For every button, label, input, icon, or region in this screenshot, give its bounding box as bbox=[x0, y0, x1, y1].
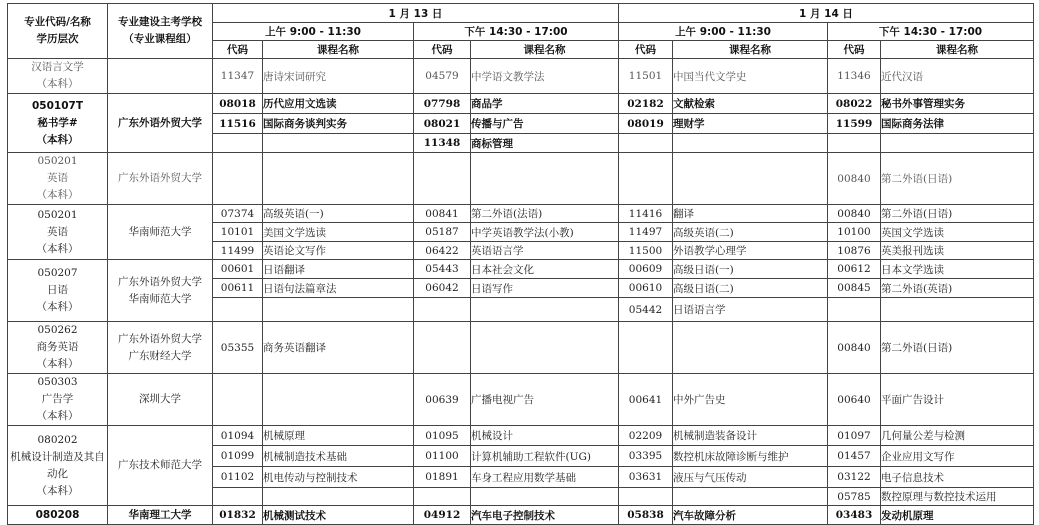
major-cell-line: 080208 bbox=[35, 508, 80, 521]
course-name: 中学英语教学法(小教) bbox=[471, 223, 619, 242]
header-code: 代码 bbox=[828, 41, 881, 59]
major-cell-line: （本科） bbox=[36, 358, 79, 370]
course-name: 美国文学选读 bbox=[263, 223, 414, 242]
course-name bbox=[881, 298, 1034, 322]
course-name bbox=[263, 298, 414, 322]
course-code: 11500 bbox=[619, 242, 673, 260]
header-course-name: 课程名称 bbox=[263, 41, 414, 59]
major-cell-line: （本科） bbox=[36, 189, 79, 201]
course-name: 企业应用文写作 bbox=[881, 446, 1034, 467]
course-code bbox=[213, 134, 263, 153]
course-name: 机械测试技术 bbox=[263, 506, 414, 525]
table-row bbox=[8, 153, 1034, 205]
header-course-name: 课程名称 bbox=[673, 41, 828, 59]
course-code: 11599 bbox=[828, 114, 881, 134]
course-code: 11499 bbox=[213, 242, 263, 260]
course-name bbox=[673, 134, 828, 153]
course-code bbox=[619, 134, 673, 153]
course-code bbox=[213, 298, 263, 322]
major-cell-line: 日语 bbox=[47, 284, 68, 296]
course-code: 11516 bbox=[213, 114, 263, 134]
course-code: 00610 bbox=[619, 279, 673, 298]
course-code: 03395 bbox=[619, 446, 673, 467]
school-cell-line: 广东技术师范大学 bbox=[118, 459, 202, 471]
major-cell bbox=[8, 374, 108, 426]
course-name: 日语语言学 bbox=[673, 298, 828, 322]
course-name: 高级日语(一) bbox=[673, 260, 828, 279]
course-code bbox=[619, 488, 673, 506]
major-cell-line: 050262 bbox=[37, 324, 78, 336]
course-name: 日本社会文化 bbox=[471, 260, 619, 279]
course-code: 07798 bbox=[414, 94, 471, 114]
course-code: 10876 bbox=[828, 242, 881, 260]
course-code: 11346 bbox=[828, 59, 881, 94]
school-cell-line: 华南师范大学 bbox=[128, 292, 192, 305]
major-cell-line: （本科） bbox=[36, 78, 79, 90]
header-school bbox=[108, 4, 213, 59]
header-session-4: 下午 14:30 - 17:00 bbox=[828, 23, 1034, 41]
course-name bbox=[471, 322, 619, 374]
course-code: 01094 bbox=[213, 426, 263, 446]
header-major-line1: 专业代码/名称 bbox=[24, 16, 91, 28]
header-course-name: 课程名称 bbox=[881, 41, 1034, 59]
course-name: 机械制造技术基础 bbox=[263, 446, 414, 467]
course-code: 00845 bbox=[828, 279, 881, 298]
course-code: 05785 bbox=[828, 488, 881, 506]
header-code: 代码 bbox=[619, 41, 673, 59]
course-name bbox=[471, 298, 619, 322]
course-code: 07374 bbox=[213, 205, 263, 223]
course-code: 10101 bbox=[213, 223, 263, 242]
course-code bbox=[213, 374, 263, 426]
course-code: 03631 bbox=[619, 467, 673, 488]
course-name bbox=[263, 134, 414, 153]
course-code bbox=[828, 298, 881, 322]
table-row bbox=[8, 426, 1034, 446]
course-code bbox=[828, 134, 881, 153]
course-code: 11497 bbox=[619, 223, 673, 242]
course-name: 国际商务谈判实务 bbox=[263, 114, 414, 134]
course-code: 00841 bbox=[414, 205, 471, 223]
course-code: 11501 bbox=[619, 59, 673, 94]
school-cell-line: 广东外语外贸大学 bbox=[118, 275, 202, 288]
school-cell-line: 广东外语外贸大学 bbox=[118, 116, 202, 129]
major-cell-line: （本科） bbox=[36, 242, 79, 255]
course-name: 机械设计 bbox=[471, 426, 619, 446]
major-cell-line: 050207 bbox=[37, 267, 78, 279]
course-name: 第二外语(日语) bbox=[881, 322, 1034, 374]
course-name bbox=[673, 153, 828, 205]
course-code bbox=[414, 298, 471, 322]
course-name: 平面广告设计 bbox=[881, 374, 1034, 426]
header-course-name: 课程名称 bbox=[471, 41, 619, 59]
course-name: 历代应用文选读 bbox=[263, 94, 414, 114]
school-cell-line: 广东外语外贸大学 bbox=[118, 172, 202, 184]
course-code: 00640 bbox=[828, 374, 881, 426]
major-cell-line: 动化 bbox=[47, 467, 68, 480]
course-name: 翻译 bbox=[673, 205, 828, 223]
course-code bbox=[414, 488, 471, 506]
course-name: 机械原理 bbox=[263, 426, 414, 446]
course-name: 近代汉语 bbox=[881, 59, 1034, 94]
header-date-jan14: 1 月 14 日 bbox=[619, 4, 1034, 23]
course-code: 01097 bbox=[828, 426, 881, 446]
course-code bbox=[619, 322, 673, 374]
course-code: 01832 bbox=[213, 506, 263, 525]
major-cell-line: 秘书学# bbox=[37, 116, 78, 129]
course-code: 02209 bbox=[619, 426, 673, 446]
course-code bbox=[414, 153, 471, 205]
course-name: 数控机床故障诊断与维护 bbox=[673, 446, 828, 467]
table-row bbox=[8, 94, 1034, 114]
header-session-3: 上午 9:00 - 11:30 bbox=[619, 23, 828, 41]
course-name: 机械制造装备设计 bbox=[673, 426, 828, 446]
course-code bbox=[213, 153, 263, 205]
school-cell-line: 广东外语外贸大学 bbox=[118, 332, 202, 345]
school-cell bbox=[108, 374, 213, 426]
header-code: 代码 bbox=[213, 41, 263, 59]
course-code: 00609 bbox=[619, 260, 673, 279]
course-code bbox=[414, 322, 471, 374]
major-cell-line: 广告学 bbox=[41, 393, 74, 405]
course-code: 10100 bbox=[828, 223, 881, 242]
course-code: 00840 bbox=[828, 205, 881, 223]
school-cell-line: 深圳大学 bbox=[139, 393, 181, 405]
header-session-1: 上午 9:00 - 11:30 bbox=[213, 23, 414, 41]
table-row bbox=[8, 374, 1034, 426]
course-name: 英国文学选读 bbox=[881, 223, 1034, 242]
school-cell-line: 广东财经大学 bbox=[128, 349, 192, 362]
course-name: 英语语言学 bbox=[471, 242, 619, 260]
major-cell bbox=[8, 322, 108, 374]
school-cell bbox=[108, 426, 213, 506]
major-cell bbox=[8, 153, 108, 205]
course-name: 计算机辅助工程软件(UG) bbox=[471, 446, 619, 467]
course-name: 商务英语翻译 bbox=[263, 322, 414, 374]
major-cell bbox=[8, 59, 108, 94]
table-row bbox=[8, 260, 1034, 279]
course-name: 唐诗宋词研究 bbox=[263, 59, 414, 94]
header-major-line2: 学历层次 bbox=[36, 33, 79, 45]
course-name: 英美报刊选读 bbox=[881, 242, 1034, 260]
major-cell-line: 英语 bbox=[47, 172, 68, 184]
course-code bbox=[213, 488, 263, 506]
course-code: 01102 bbox=[213, 467, 263, 488]
major-cell-line: 050201 bbox=[37, 155, 78, 167]
major-cell bbox=[8, 94, 108, 153]
course-name bbox=[263, 153, 414, 205]
course-name bbox=[471, 488, 619, 506]
course-code: 01457 bbox=[828, 446, 881, 467]
header-date-jan13: 1 月 13 日 bbox=[213, 4, 619, 23]
course-code: 06422 bbox=[414, 242, 471, 260]
course-name: 机电传动与控制技术 bbox=[263, 467, 414, 488]
course-name bbox=[263, 374, 414, 426]
table-row bbox=[8, 59, 1034, 94]
course-code: 03122 bbox=[828, 467, 881, 488]
course-name: 传播与广告 bbox=[471, 114, 619, 134]
course-code: 00601 bbox=[213, 260, 263, 279]
course-code: 08022 bbox=[828, 94, 881, 114]
course-code: 01099 bbox=[213, 446, 263, 467]
course-name: 中国当代文学史 bbox=[673, 59, 828, 94]
course-name: 车身工程应用数学基础 bbox=[471, 467, 619, 488]
course-code: 05443 bbox=[414, 260, 471, 279]
course-code: 00612 bbox=[828, 260, 881, 279]
school-cell bbox=[108, 205, 213, 260]
course-name: 第二外语(英语) bbox=[881, 279, 1034, 298]
course-code: 00611 bbox=[213, 279, 263, 298]
major-cell-line: 050107T bbox=[32, 99, 83, 112]
course-code: 06042 bbox=[414, 279, 471, 298]
course-name: 中外广告史 bbox=[673, 374, 828, 426]
course-name: 第二外语(法语) bbox=[471, 205, 619, 223]
course-name bbox=[471, 153, 619, 205]
major-cell-line: 050303 bbox=[37, 376, 78, 388]
table-row bbox=[8, 322, 1034, 374]
major-cell-line: 商务英语 bbox=[36, 341, 79, 353]
course-code bbox=[619, 153, 673, 205]
course-code: 03483 bbox=[828, 506, 881, 525]
major-cell-line: （本科） bbox=[36, 484, 79, 497]
exam-schedule-table bbox=[7, 3, 1034, 525]
school-cell bbox=[108, 153, 213, 205]
course-code: 01095 bbox=[414, 426, 471, 446]
school-cell bbox=[108, 260, 213, 322]
major-cell-line: 机械设计制造及其自 bbox=[10, 450, 105, 463]
table-body bbox=[8, 59, 1034, 525]
header-school-line1: 专业建设主考学校 bbox=[118, 16, 202, 28]
course-name: 国际商务法律 bbox=[881, 114, 1034, 134]
course-name: 商品学 bbox=[471, 94, 619, 114]
course-code: 08021 bbox=[414, 114, 471, 134]
major-cell bbox=[8, 426, 108, 506]
course-name: 英语论文写作 bbox=[263, 242, 414, 260]
course-name: 广播电视广告 bbox=[471, 374, 619, 426]
header-major bbox=[8, 4, 108, 59]
major-cell bbox=[8, 205, 108, 260]
course-code: 01100 bbox=[414, 446, 471, 467]
course-name: 数控原理与数控技术运用 bbox=[881, 488, 1034, 506]
course-name: 日本文学选读 bbox=[881, 260, 1034, 279]
major-cell-line: 080202 bbox=[37, 433, 78, 446]
course-name: 日语写作 bbox=[471, 279, 619, 298]
table-header bbox=[8, 4, 1034, 59]
course-code: 00840 bbox=[828, 322, 881, 374]
course-name: 外语教学心理学 bbox=[673, 242, 828, 260]
course-code: 00639 bbox=[414, 374, 471, 426]
major-cell-line: 英语 bbox=[47, 225, 68, 238]
course-name: 商标管理 bbox=[471, 134, 619, 153]
header-code: 代码 bbox=[414, 41, 471, 59]
course-code: 00840 bbox=[828, 153, 881, 205]
course-name: 第二外语(日语) bbox=[881, 153, 1034, 205]
major-cell bbox=[8, 260, 108, 322]
course-code: 05355 bbox=[213, 322, 263, 374]
course-name: 高级日语(二) bbox=[673, 279, 828, 298]
school-cell bbox=[108, 94, 213, 153]
header-session-2: 下午 14:30 - 17:00 bbox=[414, 23, 619, 41]
course-name bbox=[881, 134, 1034, 153]
school-cell bbox=[108, 59, 213, 94]
school-cell bbox=[108, 322, 213, 374]
course-name: 中学语文教学法 bbox=[471, 59, 619, 94]
course-code: 04579 bbox=[414, 59, 471, 94]
course-name: 电子信息技术 bbox=[881, 467, 1034, 488]
course-code: 08018 bbox=[213, 94, 263, 114]
course-name: 第二外语(日语) bbox=[881, 205, 1034, 223]
major-cell-line: （本科） bbox=[36, 133, 79, 146]
course-code: 11347 bbox=[213, 59, 263, 94]
course-code: 02182 bbox=[619, 94, 673, 114]
major-cell-line: 汉语言文学 bbox=[31, 61, 84, 73]
course-code: 05838 bbox=[619, 506, 673, 525]
header-school-line2: （专业课程组） bbox=[123, 33, 197, 45]
course-code: 11416 bbox=[619, 205, 673, 223]
course-name: 液压与气压传动 bbox=[673, 467, 828, 488]
course-name: 汽车故障分析 bbox=[673, 506, 828, 525]
major-cell-line: （本科） bbox=[36, 301, 79, 313]
course-code: 05187 bbox=[414, 223, 471, 242]
course-name: 理财学 bbox=[673, 114, 828, 134]
major-cell-line: （本科） bbox=[36, 410, 79, 422]
course-code: 01891 bbox=[414, 467, 471, 488]
course-code: 11348 bbox=[414, 134, 471, 153]
course-name: 日语句法篇章法 bbox=[263, 279, 414, 298]
course-name: 日语翻译 bbox=[263, 260, 414, 279]
course-code: 04912 bbox=[414, 506, 471, 525]
major-cell-line: 050201 bbox=[37, 208, 78, 221]
school-cell-line: 华南师范大学 bbox=[128, 225, 192, 238]
course-code: 05442 bbox=[619, 298, 673, 322]
course-name: 高级英语(二) bbox=[673, 223, 828, 242]
course-name: 秘书外事管理实务 bbox=[881, 94, 1034, 114]
course-name: 发动机原理 bbox=[881, 506, 1034, 525]
course-name bbox=[673, 322, 828, 374]
course-code: 00641 bbox=[619, 374, 673, 426]
course-name bbox=[673, 488, 828, 506]
course-name: 高级英语(一) bbox=[263, 205, 414, 223]
course-name: 几何量公差与检测 bbox=[881, 426, 1034, 446]
school-cell-line: 华南理工大学 bbox=[128, 508, 192, 521]
course-name bbox=[263, 488, 414, 506]
course-name: 文献检索 bbox=[673, 94, 828, 114]
course-name: 汽车电子控制技术 bbox=[471, 506, 619, 525]
table-row bbox=[8, 205, 1034, 223]
course-code: 08019 bbox=[619, 114, 673, 134]
